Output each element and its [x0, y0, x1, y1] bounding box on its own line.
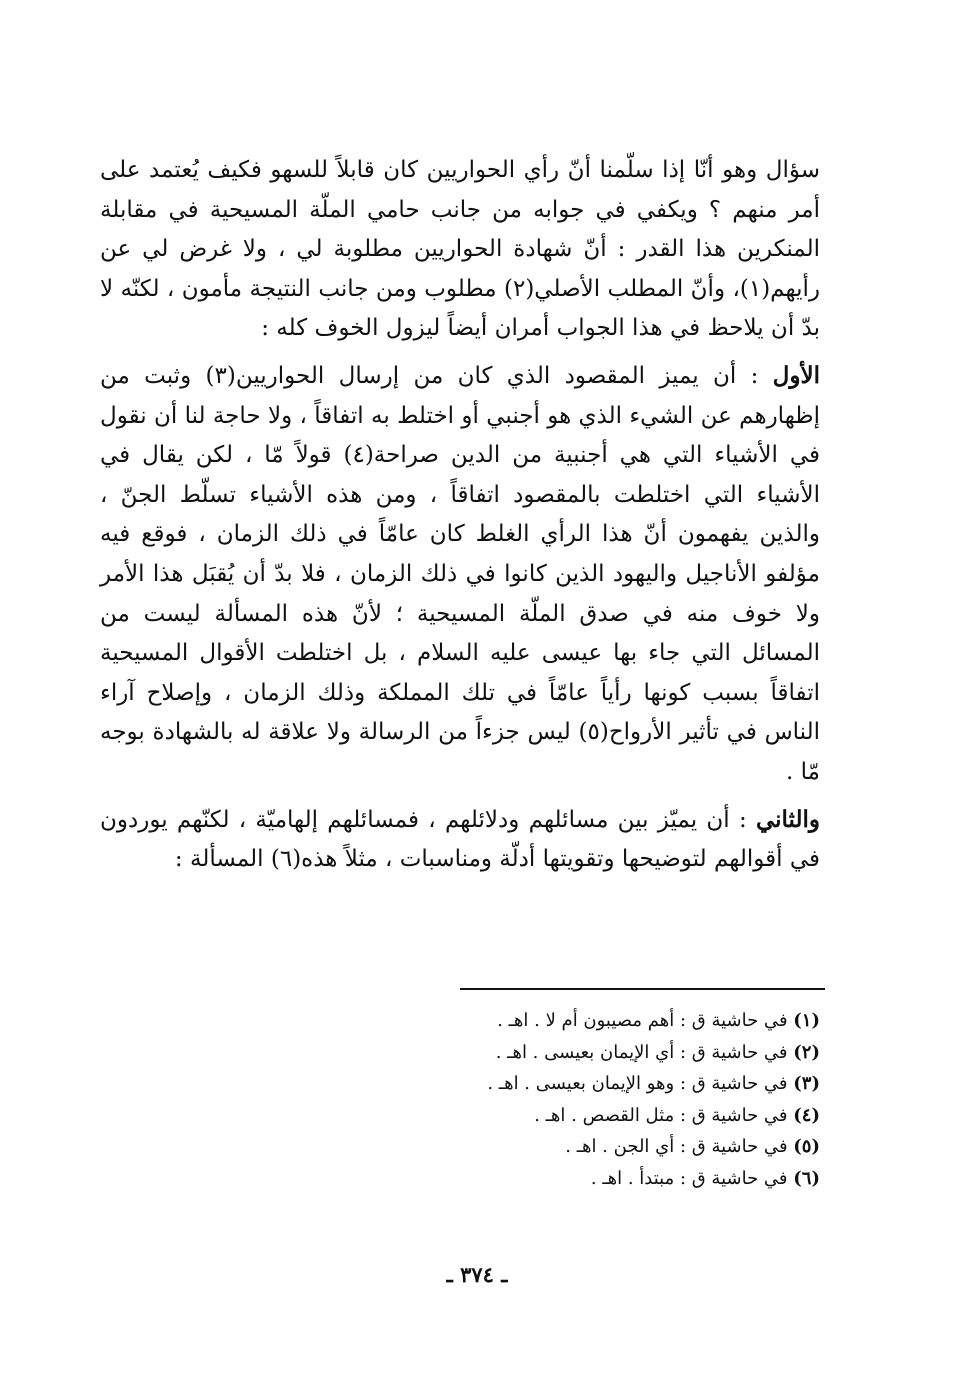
paragraph-intro [100, 150, 820, 349]
footnote-divider [460, 988, 825, 990]
paragraph-text: : أن يميز المقصود الذي كان من إرسال الحواريين(٣) وثبت من إظهارهم عن الشيء الذي هو أجنبي أو اختلط به اتفاقاً ، ولا حاجة لنا أن نقول في الأشياء التي هي أجنبية من الدين صراحة(٤) قولاً مّا ، لكن يقال في الأشياء التي اختلطت بالمقصود اتفاقاً ، ومن هذه الأشياء تسلّط الجنّ ، والذين يفهمون أنّ هذا الرأي الغلط كان عامّاً في ذلك الزمان ، فوقع فيه مؤلفو الأناجيل واليهود الذين كانوا في ذلك الزمان ، فلا بدّ أن يُقبَل هذا الأمر ولا خوف منه في صدق الملّة المسيحية ؛ لأنّ هذه المسألة ليست من المسائل التي جاء بها عيسى عليه السلام ، بل اختلطت الأقوال المسيحية اتفاقاً بسبب كونها رأياً عامّاً في تلك المملكة وذلك الزمان ، وإصلاح آراء الناس في تأثير الأرواح(٥) ليس جزءاً من الرسالة ولا علاقة له بالشهادة بوجه مّا . [100, 362, 820, 785]
footnote-number: (١) [793, 1010, 820, 1031]
footnotes-list [300, 1005, 820, 1194]
paragraph-first-point [100, 356, 820, 793]
footnote-number: (٣) [793, 1073, 820, 1094]
paragraph-lead: والثاني [755, 805, 820, 833]
paragraph-second-point [100, 800, 820, 880]
footnote-item [300, 1163, 820, 1195]
paragraph-text: : أن يميّز بين مسائلهم ودلائلهم ، فمسائلهم إلهاميّة ، لكنّهم يوردون في أقوالهم لتوضيحها وتقويتها أدلّة ومناسبات ، مثلاً هذه(٦) المسألة : [100, 806, 820, 873]
footnote-text: في حاشية ق : مبتدأ . اهـ . [590, 1167, 794, 1189]
footnote-item [300, 1005, 820, 1037]
footnote-number: (٤) [793, 1104, 820, 1126]
footnote-text: في حاشية ق : أي الإيمان بعيسى . اهـ . [495, 1041, 794, 1063]
footnote-number: (٢) [793, 1041, 820, 1063]
footnote-number: (٦) [793, 1167, 820, 1189]
main-text [100, 150, 820, 880]
footnote-text: في حاشية ق : أي الجن . اهـ . [565, 1136, 794, 1157]
footnote-text: في حاشية ق : وهو الإيمان بعيسى . اهـ . [487, 1073, 794, 1094]
footnote-item [300, 1068, 820, 1100]
page-number: ـ ٣٧٤ ـ [446, 1262, 508, 1287]
paragraph-lead: الأول [772, 361, 820, 389]
footnote-text: في حاشية ق : مثل القصص . اهـ . [534, 1104, 794, 1126]
footnote-item [300, 1131, 820, 1163]
footnote-item [300, 1037, 820, 1069]
footnote-text: في حاشية ق : أهم مصيبون أم لا . اهـ . [497, 1010, 794, 1031]
footnote-item [300, 1100, 820, 1132]
footnote-number: (٥) [793, 1136, 820, 1157]
paragraph-text: سؤال وهو أنّا إذا سلّمنا أنّ رأي الحواريين كان قابلاً للسهو فكيف يُعتمد على أمر منهم ؟ ويكفي في جوابه من جانب حامي الملّة المسيحية في مقابلة المنكرين هذا القدر : أنّ شهادة الحواريين مطلوبة لي ، ولا غرض لي عن رأيهم(١)، وأنّ المطلب الأصلي(٢) مطلوب ومن جانب النتيجة مأمون ، لكنّه لا بدّ أن يلاحظ في هذا الجواب أمران أيضاً ليزول الخوف كله : [100, 157, 820, 342]
